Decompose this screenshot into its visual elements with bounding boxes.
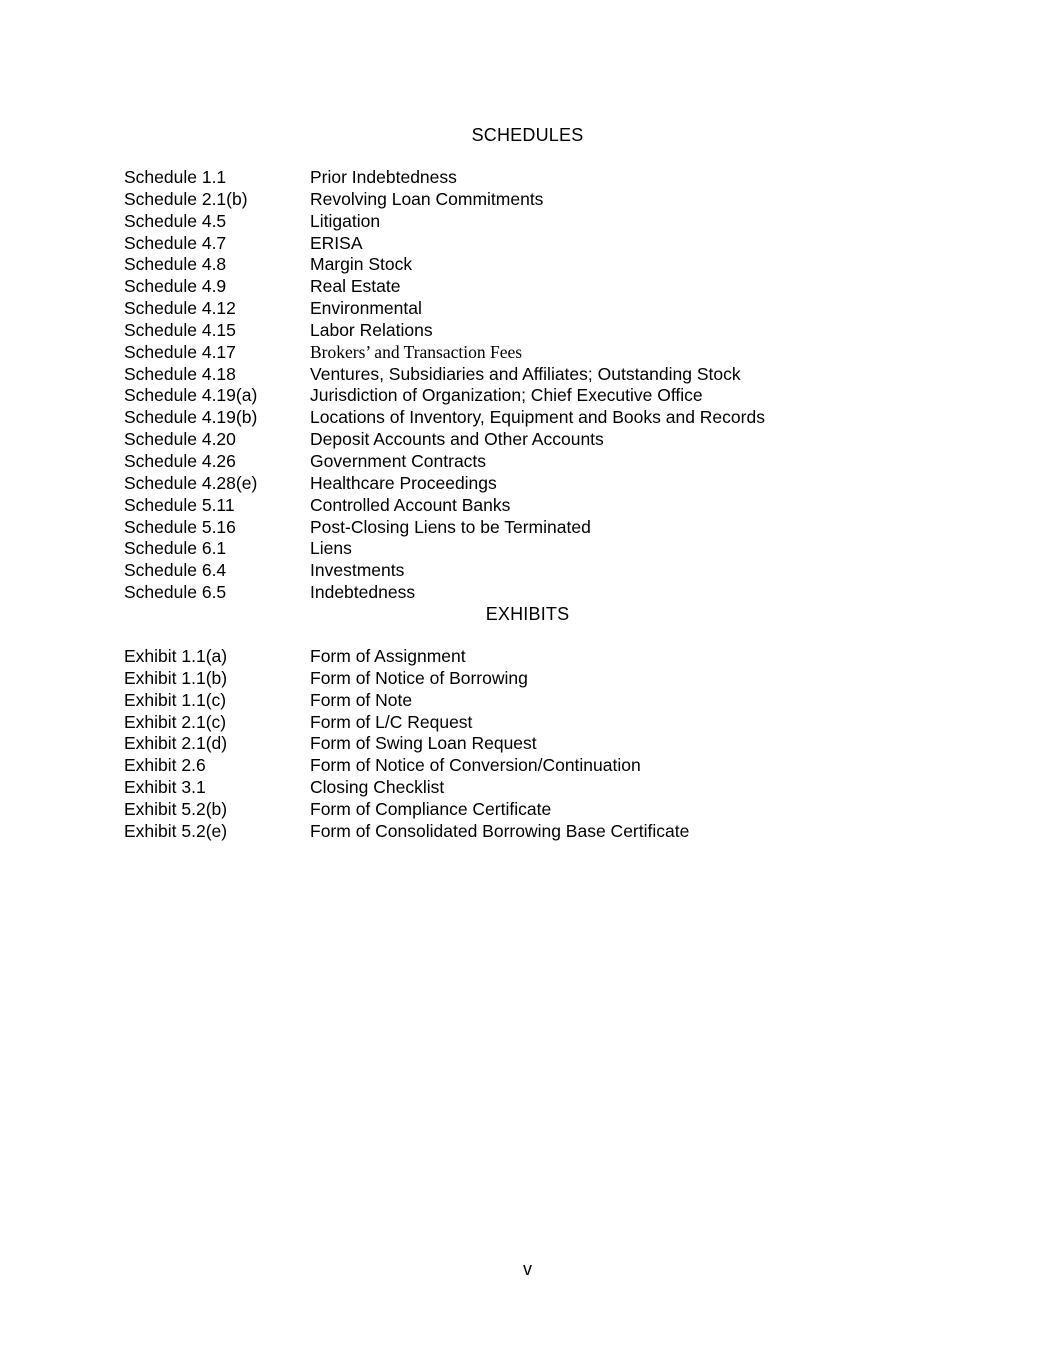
schedule-row xyxy=(124,320,884,342)
exhibit-row xyxy=(124,777,884,799)
schedule-title: Indebtedness xyxy=(310,582,416,603)
schedule-number: Schedule 4.19(b) xyxy=(124,407,258,428)
schedule-row xyxy=(124,189,884,211)
schedule-row xyxy=(124,385,884,407)
exhibit-row xyxy=(124,755,884,777)
schedule-row xyxy=(124,167,884,189)
exhibit-number: Exhibit 5.2(b) xyxy=(124,798,228,819)
schedule-number: Schedule 6.5 xyxy=(124,582,227,603)
schedule-row xyxy=(124,298,884,320)
exhibit-row xyxy=(124,821,884,843)
schedule-title: Ventures, Subsidiaries and Affiliates; Outstanding Stock xyxy=(310,363,741,384)
schedule-number: Schedule 4.19(a) xyxy=(124,385,258,406)
exhibit-title: Form of Swing Loan Request xyxy=(310,733,537,754)
schedule-number: Schedule 4.12 xyxy=(124,298,236,319)
exhibit-number: Exhibit 1.1(b) xyxy=(124,667,228,688)
schedule-number: Schedule 1.1 xyxy=(124,167,227,187)
schedule-number: Schedule 4.8 xyxy=(124,254,227,275)
schedule-number: Schedule 2.1(b) xyxy=(124,188,248,209)
exhibit-number: Exhibit 2.1(d) xyxy=(124,733,228,754)
schedule-row xyxy=(124,538,884,560)
exhibits-heading: EXHIBITS xyxy=(485,604,570,624)
schedule-title: Investments xyxy=(310,560,405,581)
schedule-number: Schedule 6.4 xyxy=(124,560,227,581)
schedule-row xyxy=(124,254,884,276)
schedule-number: Schedule 4.28(e) xyxy=(124,472,258,493)
schedule-number: Schedule 5.11 xyxy=(124,494,235,515)
schedule-row xyxy=(124,233,884,255)
schedule-row xyxy=(124,429,884,451)
exhibit-title: Form of L/C Request xyxy=(310,711,473,732)
exhibit-row xyxy=(124,799,884,821)
exhibit-row xyxy=(124,646,884,668)
schedule-row xyxy=(124,582,884,604)
schedule-title: Healthcare Proceedings xyxy=(310,472,497,493)
schedule-row xyxy=(124,364,884,386)
schedules-list xyxy=(124,167,884,604)
schedule-title: Litigation xyxy=(310,210,381,231)
schedule-title: Liens xyxy=(310,538,352,559)
schedule-number: Schedule 4.5 xyxy=(124,210,227,231)
exhibit-row xyxy=(124,668,884,690)
schedule-row xyxy=(124,407,884,429)
schedule-title: ERISA xyxy=(310,232,363,253)
exhibit-title: Form of Assignment xyxy=(310,646,466,666)
schedule-title: Real Estate xyxy=(310,276,401,297)
schedule-number: Schedule 4.20 xyxy=(124,429,236,450)
schedule-row xyxy=(124,495,884,517)
schedule-title: Labor Relations xyxy=(310,319,433,340)
schedule-number: Schedule 4.15 xyxy=(124,319,236,340)
exhibit-number: Exhibit 2.6 xyxy=(124,755,206,776)
page-number: v xyxy=(523,1259,532,1279)
schedule-row xyxy=(124,211,884,233)
schedule-number: Schedule 4.26 xyxy=(124,450,236,471)
exhibit-number: Exhibit 5.2(e) xyxy=(124,820,228,841)
schedule-title: Margin Stock xyxy=(310,254,413,275)
exhibit-title: Form of Consolidated Borrowing Base Certificate xyxy=(310,820,690,841)
exhibits-list xyxy=(124,646,884,843)
schedule-row xyxy=(124,560,884,582)
exhibit-number: Exhibit 1.1(a) xyxy=(124,646,228,666)
schedule-title: Locations of Inventory, Equipment and Books and Records xyxy=(310,407,765,428)
schedule-row xyxy=(124,342,884,364)
schedule-number: Schedule 6.1 xyxy=(124,538,227,559)
schedule-title: Environmental xyxy=(310,298,422,319)
schedules-heading: SCHEDULES xyxy=(471,125,584,145)
schedule-row xyxy=(124,473,884,495)
schedule-row xyxy=(124,451,884,473)
exhibit-row xyxy=(124,712,884,734)
schedule-title: Controlled Account Banks xyxy=(310,494,511,515)
schedule-number: Schedule 4.18 xyxy=(124,363,236,384)
exhibit-title: Form of Notice of Conversion/Continuation xyxy=(310,755,641,776)
exhibit-number: Exhibit 3.1 xyxy=(124,777,206,798)
schedule-title: Deposit Accounts and Other Accounts xyxy=(310,429,604,450)
schedule-title: Jurisdiction of Organization; Chief Executive Office xyxy=(310,385,703,406)
exhibit-number: Exhibit 2.1(c) xyxy=(124,711,227,732)
exhibit-title: Form of Notice of Borrowing xyxy=(310,667,528,688)
exhibit-row xyxy=(124,733,884,755)
schedule-number: Schedule 4.7 xyxy=(124,232,227,253)
schedule-title: Revolving Loan Commitments xyxy=(310,188,544,209)
exhibit-row xyxy=(124,690,884,712)
schedule-title: Post-Closing Liens to be Terminated xyxy=(310,516,591,537)
exhibit-number: Exhibit 1.1(c) xyxy=(124,689,227,710)
schedule-row xyxy=(124,276,884,298)
schedule-title: Brokers’ and Transaction Fees xyxy=(310,341,523,362)
exhibit-title: Form of Compliance Certificate xyxy=(310,798,552,819)
schedule-title: Prior Indebtedness xyxy=(310,167,457,187)
exhibit-title: Closing Checklist xyxy=(310,777,445,798)
schedule-number: Schedule 5.16 xyxy=(124,516,236,537)
schedule-number: Schedule 4.9 xyxy=(124,276,227,297)
schedule-title: Government Contracts xyxy=(310,450,487,471)
exhibit-title: Form of Note xyxy=(310,689,413,710)
schedule-row xyxy=(124,517,884,539)
schedule-number: Schedule 4.17 xyxy=(124,341,236,362)
